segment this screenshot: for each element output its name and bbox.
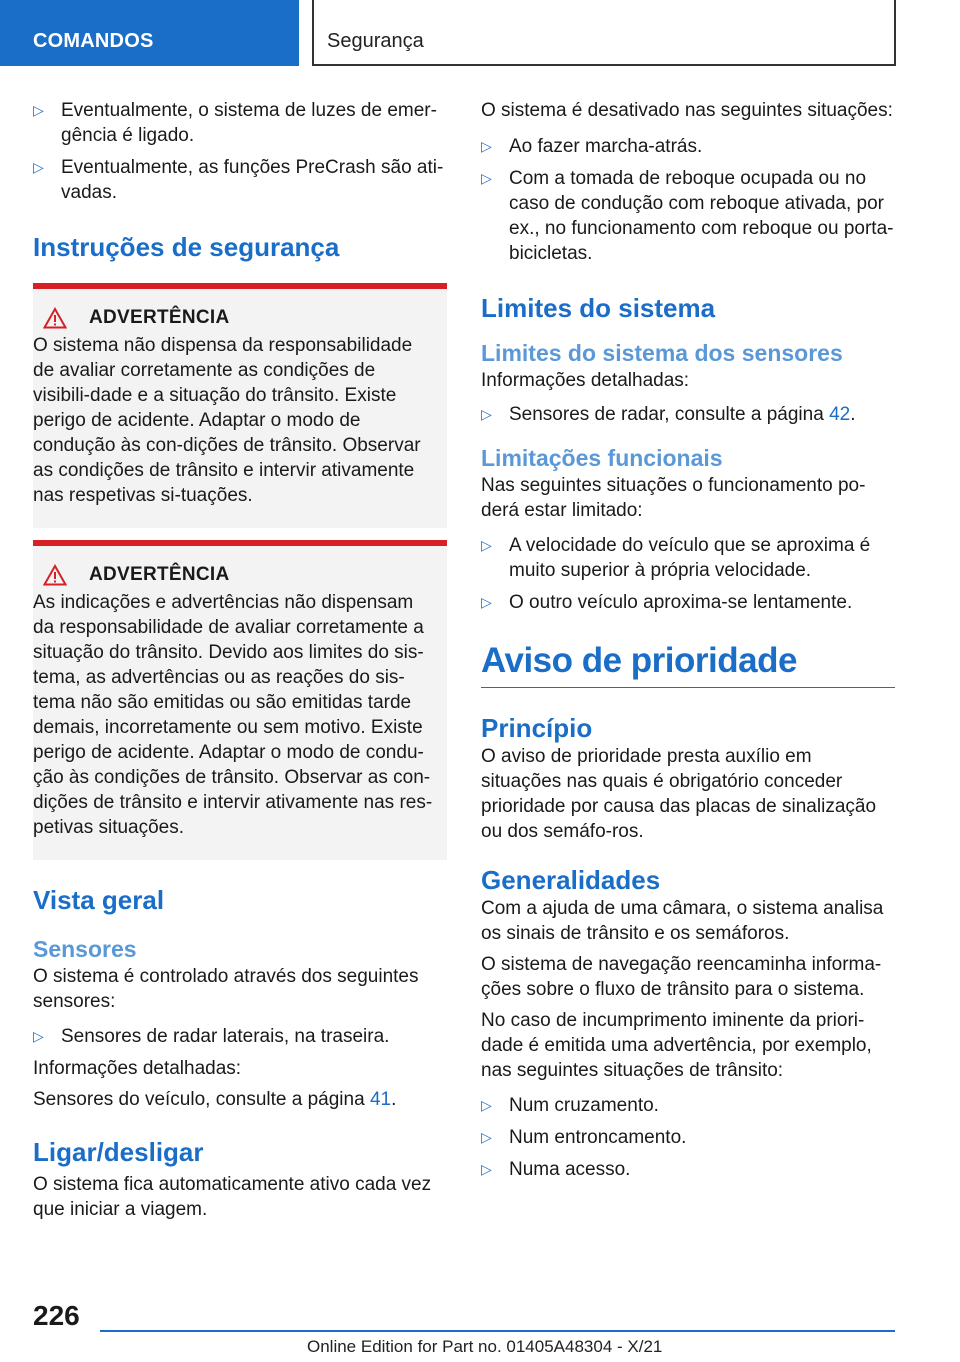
list-item: ▷ O outro veículo aproxima-se lentamente. — [481, 592, 853, 613]
heading-safety-instructions: Instruções de segurança — [33, 232, 340, 262]
warning-box-1 — [33, 283, 447, 528]
sensors-intro: O sistema é controlado através dos seguintes sensores: — [33, 966, 419, 1012]
list-item: ▷ Sensores de radar laterais, na traseira. — [33, 1026, 390, 1047]
bullet-icon: ▷ — [481, 1161, 492, 1177]
heading-sensor-limits: Limites do sistema dos sensores — [481, 340, 843, 366]
warning-triangle-icon — [43, 307, 67, 329]
footer-divider — [100, 1330, 895, 1332]
bullet-icon: ▷ — [33, 102, 44, 118]
warning-box-2 — [33, 540, 447, 860]
warning-text: As indicações e advertências não dispensam da responsabilidade de avaliar corretamente a situação do trânsito. Devido aos limites do sis-tema, as advertências ou as reações do sis-tema não são emitidas ou são emitidas tarde demais, incorretamente ou sem motivo. Existe perigo de acidente. Adaptar o modo de condu-ção às condições de trânsito. Observar as con-dições de trânsito e intervir ativamente nas res-petivas situações. — [33, 592, 433, 838]
list-item: ▷ Sensores de radar, consulte a página 42. — [481, 404, 856, 425]
heading-principle: Princípio — [481, 713, 593, 743]
details-label: Informações detalhadas: — [481, 370, 690, 391]
right-column — [481, 98, 895, 1189]
warning-triangle-icon — [43, 564, 67, 586]
sensor-limits-list — [481, 402, 895, 427]
footer-edition: Online Edition for Part no. 01405A48304 - X/21 — [307, 1337, 663, 1356]
bullet-icon: ▷ — [481, 170, 492, 186]
heading-overview: Vista geral — [33, 885, 165, 915]
general-paragraph-1: Com a ajuda de uma câmara, o sistema analisa os sinais de trânsito e os semáforos. — [481, 898, 884, 944]
general-paragraph-2: O sistema de navegação reencaminha informa-ções sobre o fluxo de trânsito para o sistema. — [481, 954, 882, 1000]
bullet-icon: ▷ — [33, 159, 44, 175]
bullet-icon: ▷ — [481, 1097, 492, 1113]
warning-title: ADVERTÊNCIA — [89, 307, 230, 328]
list-item: ▷ Eventualmente, as funções PreCrash são ati-vadas. — [33, 157, 444, 203]
heading-generalities: Generalidades — [481, 865, 661, 895]
heading-functional-limits: Limitações funcionais — [481, 445, 723, 471]
deactivation-intro: O sistema é desativado nas seguintes situações: — [481, 100, 893, 121]
list-item: ▷ A velocidade do veículo que se aproxima é muito superior à própria velocidade. — [481, 535, 871, 581]
details-label: Informações detalhadas: — [33, 1058, 242, 1079]
sensors-list — [33, 1024, 447, 1049]
list-item: ▷ Numa acesso. — [481, 1159, 631, 1180]
list-item: ▷ Com a tomada de reboque ocupada ou no caso de condução com reboque ativada, por ex., no funcionamento com reboque ou porta-bicicletas. — [481, 168, 894, 264]
traffic-situations-list — [481, 1093, 895, 1182]
heading-priority-warning: Aviso de prioridade — [481, 639, 895, 688]
details-reference: Sensores do veículo, consulte a página 41. — [33, 1089, 397, 1110]
section-tab: COMANDOS — [0, 0, 299, 66]
functional-intro: Nas seguintes situações o funcionamento po-derá estar limitado: — [481, 475, 866, 521]
on-off-text: O sistema fica automaticamente ativo cada vez que iniciar a viagem. — [33, 1174, 432, 1220]
list-item: ▷ Ao fazer marcha-atrás. — [481, 136, 703, 157]
page-header — [0, 0, 960, 66]
warning-title: ADVERTÊNCIA — [89, 564, 230, 585]
heading-system-limits: Limites do sistema — [481, 293, 716, 323]
heading-sensors: Sensores — [33, 936, 137, 962]
bullet-icon: ▷ — [33, 1028, 44, 1044]
bullet-icon: ▷ — [481, 594, 492, 610]
bullet-icon: ▷ — [481, 406, 492, 422]
bullet-icon: ▷ — [481, 1129, 492, 1145]
page-number: 226 — [33, 1300, 80, 1331]
heading-on-off: Ligar/desligar — [33, 1137, 204, 1167]
warning-text: O sistema não dispensa da responsabilidade de avaliar corretamente as condições de visibili-dade e a situação do trânsito. Existe perigo de acidente. Adaptar o modo de condução às con-dições de trânsito. Observar as condições de trânsito e intervir ativamente nas respetivas si-tuações. — [33, 335, 421, 506]
chapter-title: Segurança — [312, 0, 896, 66]
functional-list — [481, 533, 895, 615]
list-item: ▷ Eventualmente, o sistema de luzes de emer-gência é ligado. — [33, 100, 437, 146]
principle-text: O aviso de prioridade presta auxílio em situações nas quais é obrigatório conceder prioridade por causa das placas de sinalização ou dos semáfo-ros. — [481, 746, 877, 842]
left-column — [33, 98, 447, 1222]
general-paragraph-3: No caso de incumprimento iminente da priori-dade é emitida uma advertência, por exemplo, nas seguintes situações de trânsito: — [481, 1010, 872, 1081]
deactivation-list — [481, 134, 895, 266]
page-link-42[interactable]: 42 — [829, 404, 851, 425]
list-item: ▷ Num cruzamento. — [481, 1095, 659, 1116]
bullet-icon: ▷ — [481, 138, 492, 154]
list-item: ▷ Num entroncamento. — [481, 1127, 687, 1148]
bullet-icon: ▷ — [481, 537, 492, 553]
page-link-41[interactable]: 41 — [369, 1089, 392, 1110]
bullet-list-top — [33, 98, 447, 205]
